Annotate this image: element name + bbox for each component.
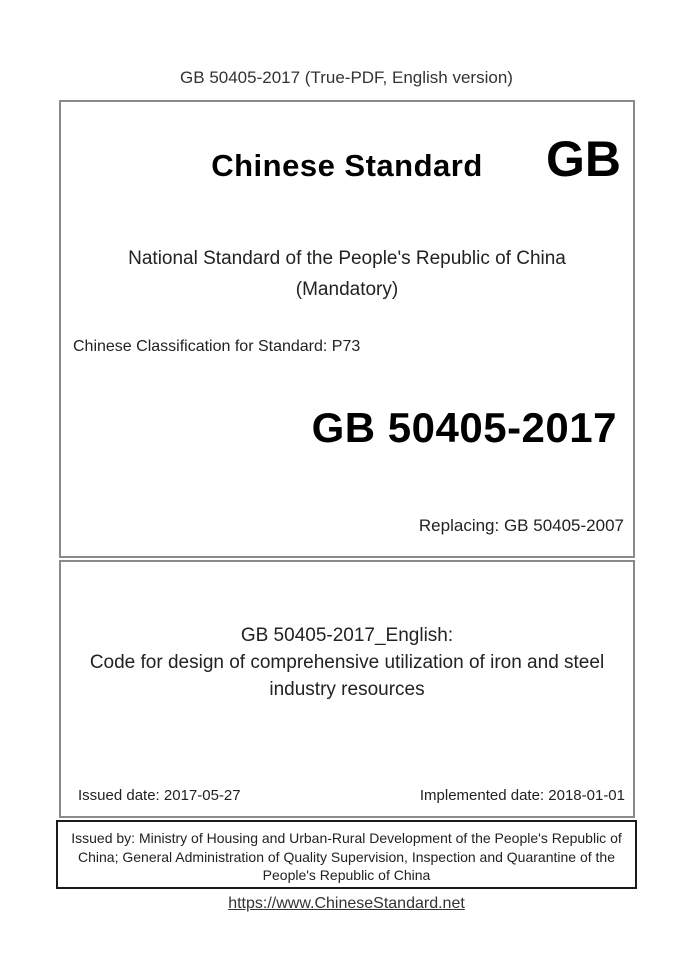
english-title-block [83,622,611,703]
english-title-text: Code for design of comprehensive utilization of iron and steel industry resources [89,652,605,700]
cover-top-box [59,100,635,558]
issued-date-label: Issued date: 2017-05-27 [78,787,241,804]
replacing-label: Replacing: GB 50405-2007 [418,516,624,535]
document-footer [0,895,693,913]
dates-row [78,787,625,804]
implemented-date-label: Implemented date: 2018-01-01 [419,787,625,804]
gb-logo: GB [546,131,621,187]
classification-label: Chinese Classification for Standard: P73 [73,338,361,355]
mandatory-label: (Mandatory) [295,279,399,300]
standard-code-heading: GB 50405-2017 [311,404,617,451]
issuer-box [56,820,637,889]
brand-title: Chinese Standard [211,148,483,183]
national-standard-line: National Standard of the People's Republic of China [128,248,566,269]
english-title-subtitle: GB 50405-2017_English: [240,625,454,646]
issuer-text: Issued by: Ministry of Housing and Urban-Rural Development of the People's Republic of China; General Administration of Quality Supervision, Inspection and Quarantine of the People's Republic of China [71,830,622,883]
title-box [59,560,635,818]
website-link[interactable]: https://www.ChineseStandard.net [228,895,465,912]
document-header-title: GB 50405-2017 (True-PDF, English version) [180,68,513,87]
